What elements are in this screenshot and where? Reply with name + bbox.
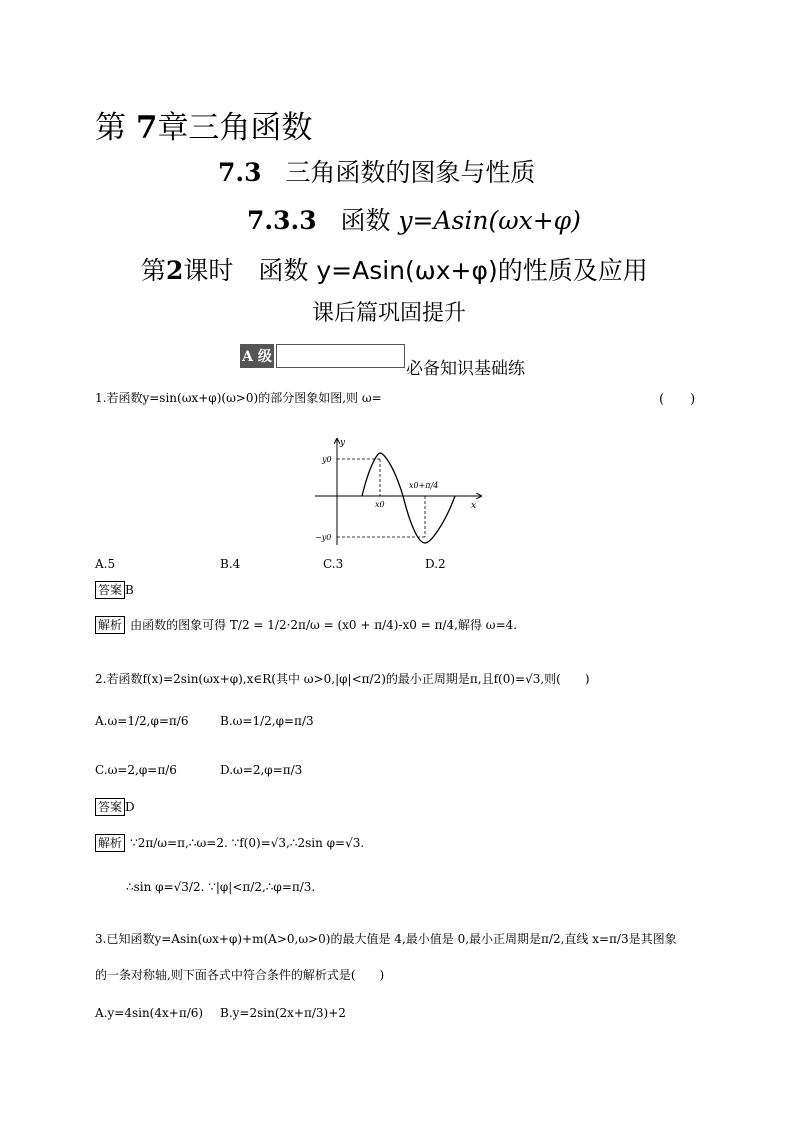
x0-label: x0 [375, 500, 385, 509]
q1-text: 1.若函数y=sin(ωx+φ)(ω>0)的部分图象如图,则 ω= [95, 391, 382, 405]
section-name: 三角函数的图象与性质 [285, 158, 536, 187]
q3-choice-a: A.y=4sin(4x+π/6) [95, 1006, 204, 1020]
q2-analysis-line1: ∵2π/ω=π,∴ω=2. ∵f(0)=√3,∴2sin φ=√3. [130, 836, 365, 850]
q1-paren: ( ) [659, 392, 696, 407]
y-axis-label: y [340, 438, 346, 448]
q2-answer-value: D [125, 800, 135, 814]
chapter-prefix: 第 [95, 110, 126, 146]
q2-choice-c: C.ω=2,φ=π/6 [95, 763, 177, 777]
chapter-number: 7 [135, 110, 158, 146]
subsection-title [247, 201, 581, 237]
annot-label: x0+π/4 [409, 481, 439, 490]
lesson-title [141, 251, 648, 287]
neg-y0-label: −y0 [315, 533, 332, 542]
level-badge: A 级 [240, 344, 274, 368]
q1-answer-value: B [125, 583, 134, 597]
q3-choice-b: B.y=2sin(2x+π/3)+2 [220, 1006, 346, 1020]
q1-choice-c: C.3 [323, 557, 344, 571]
level-title: 必备知识基础练 [406, 359, 525, 379]
analysis-tag: 解析 [95, 616, 125, 634]
lesson-prefix: 第 [141, 256, 167, 285]
lesson-number: 2 [166, 256, 184, 285]
section-title [218, 153, 535, 189]
q1-analysis [95, 614, 517, 633]
q1-choice-b: B.4 [220, 557, 241, 571]
practice-title: 课后篇巩固提升 [312, 301, 467, 326]
subsection-label: 函数 [340, 206, 391, 235]
y0-label: y0 [322, 455, 332, 464]
q1-choice-a: A.5 [95, 557, 116, 571]
subsection-number: 7.3.3 [247, 206, 317, 235]
q1-answer [95, 579, 134, 598]
q1-choice-d: D.2 [425, 557, 446, 571]
q3-text-line1: 3.已知函数y=Asin(ωx+φ)+m(A>0,ω>0)的最大值是 4,最小值是 0,最小正周期是π/2,直线 x=π/3是其图象 [95, 932, 677, 946]
q2-choice-b: B.ω=1/2,φ=π/3 [220, 714, 314, 728]
analysis-tag: 解析 [95, 834, 125, 852]
q1-sine-graph [305, 433, 490, 548]
level-box [276, 344, 405, 368]
section-number: 7.3 [218, 158, 262, 187]
q2-text: 2.若函数f(x)=2sin(ωx+φ),x∈R(其中 ω>0,|φ|<π/2)的最小正周期是π,且f(0)=√3,则( ) [95, 672, 590, 686]
chapter-title [95, 102, 312, 147]
subsection-formula: y=Asin(ωx+φ) [398, 206, 581, 235]
q2-analysis-line2: ∴sin φ=√3/2. ∵|φ|<π/2,∴φ=π/3. [126, 880, 316, 894]
q2-choice-d: D.ω=2,φ=π/3 [220, 763, 303, 777]
lesson-name: 课时 函数 y=Asin(ωx+φ)的性质及应用 [183, 256, 648, 285]
answer-tag: 答案 [95, 581, 125, 599]
sine-curve [362, 453, 455, 543]
q3-text-line2: 的一条对称轴,则下面各式中符合条件的解析式是( ) [95, 968, 385, 982]
q1-analysis-text: 由函数的图象可得 T/2 = 1/2·2π/ω = (x0 + π/4)-x0 = π/4,解得 ω=4. [130, 618, 518, 632]
q2-analysis [95, 832, 364, 851]
q2-choice-a: A.ω=1/2,φ=π/6 [95, 714, 189, 728]
answer-tag: 答案 [95, 798, 125, 816]
q2-answer [95, 796, 135, 815]
chapter-name: 章三角函数 [157, 110, 313, 146]
x-axis-label: x [471, 501, 477, 511]
